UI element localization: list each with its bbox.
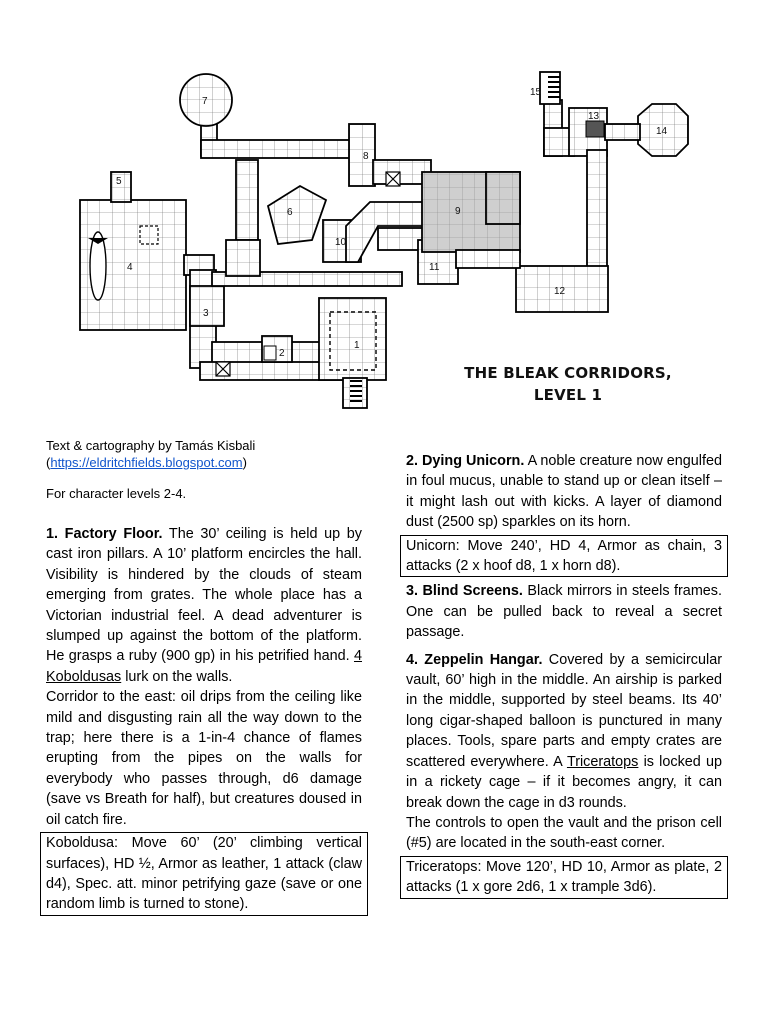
credit-link-line <box>46 454 362 471</box>
room-label-12: 12 <box>554 286 566 297</box>
room-label-8: 8 <box>363 151 369 162</box>
room-2-heading: 2. Dying Unicorn. <box>406 453 525 469</box>
room-3-heading: 3. Blind Screens. <box>406 583 523 600</box>
map-title <box>448 362 688 406</box>
room-label-5: 5 <box>116 176 122 187</box>
room-1-text-b: lurk on the walls. <box>121 668 233 685</box>
room-1-heading: 1. Factory Floor. <box>46 526 163 542</box>
map-title-line2: LEVEL 1 <box>533 386 603 404</box>
room-label-15: 15 <box>530 87 542 98</box>
room-1-corridor: Corridor to the east: oil drips from the ceiling like mild and disgusting rain all the way down to the trap; here there is a 1-in-4 chance of flames erupting from the pipes on the walls for everybody who passes through, d6 damage (save vs Breath for half), but creatures doused in oil catch fire. <box>46 689 362 828</box>
dungeon-map <box>0 0 768 420</box>
room-label-10: 10 <box>335 237 347 248</box>
room-4-controls: The controls to open the vault and the prison cell (#5) are located in the south-east corner. <box>406 814 722 852</box>
room-label-7: 7 <box>202 96 208 107</box>
room-4-text-a: Covered by a semicircular vault, 60’ high in the middle. An airship is parked in the middle, supported by steel beams. Its 40’ long cigar-shaped balloon is punctured in many places. Tools, spare parts and empty crates are scattered everywhere. A <box>406 651 722 770</box>
room-2-entry <box>406 451 722 533</box>
room-label-11: 11 <box>429 262 440 273</box>
open-paren: ( <box>46 455 51 470</box>
room-label-13: 13 <box>588 111 600 122</box>
levels-note: For character levels 2-4. <box>46 486 187 501</box>
room-label-2: 2 <box>279 348 285 359</box>
blog-link[interactable]: https://eldritchfields.blogspot.com <box>50 455 243 470</box>
room-3-text: Black mirrors in steels frames. One can be pulled back to reveal a secret passage. <box>406 583 722 641</box>
room-2-text: A noble creature now engulfed in foul mucus, unable to stand up or clean itself – it might lash out with kicks. A layer of diamond dust (2500 sp) sparkles on its horn. <box>406 453 722 531</box>
room-4-text-b: is locked up in a rickety cage – if it becomes angry, it can break down the cage in d3 rounds. <box>406 753 722 811</box>
room-1-entry <box>46 524 362 687</box>
room-label-3: 3 <box>203 308 209 319</box>
room-label-4: 4 <box>127 262 133 273</box>
room-3-entry <box>406 581 722 642</box>
room-4-heading: 4. Zeppelin Hangar. <box>406 651 543 668</box>
room-label-9: 9 <box>455 206 461 217</box>
right-column <box>406 451 722 903</box>
map-title-line1: THE BLEAK CORRIDORS, <box>464 364 672 382</box>
room-1-text-a: The 30’ ceiling is held up by cast iron pillars. A 10’ platform encircles the hall. Visibility is hindered by the clouds of steam emerging from grates. The whole place has a Victorian industrial feel. A dead adventurer is slumped up against the bottom of the platform. He grasps a ruby (900 gp) in his petrified hand. <box>46 526 362 665</box>
room-4-entry <box>406 650 722 813</box>
koboldusa-statblock: Koboldusa: Move 60’ (20’ climbing vertical surfaces), HD ½, Armor as leather, 1 attack (claw d4), Spec. att. minor petrifying gaze (save or one random limb is turned to stone). <box>40 832 368 916</box>
room-label-6: 6 <box>287 207 293 218</box>
koboldusas-link[interactable]: 4 Koboldusas <box>46 648 362 685</box>
room-label-14: 14 <box>656 126 668 137</box>
triceratops-statblock: Triceratops: Move 120’, HD 10, Armor as plate, 2 attacks (1 x gore 2d6, 1 x trample 3d6). <box>400 856 728 899</box>
triceratops-link[interactable]: Triceratops <box>566 753 639 770</box>
unicorn-statblock: Unicorn: Move 240’, HD 4, Armor as chain, 3 attacks (2 x hoof d8, 1 x horn d8). <box>400 535 728 578</box>
left-column <box>46 437 362 920</box>
room-label-1: 1 <box>354 340 360 351</box>
credit-line: Text & cartography by Tamás Kisbali <box>46 438 256 453</box>
close-paren: ) <box>242 455 247 470</box>
